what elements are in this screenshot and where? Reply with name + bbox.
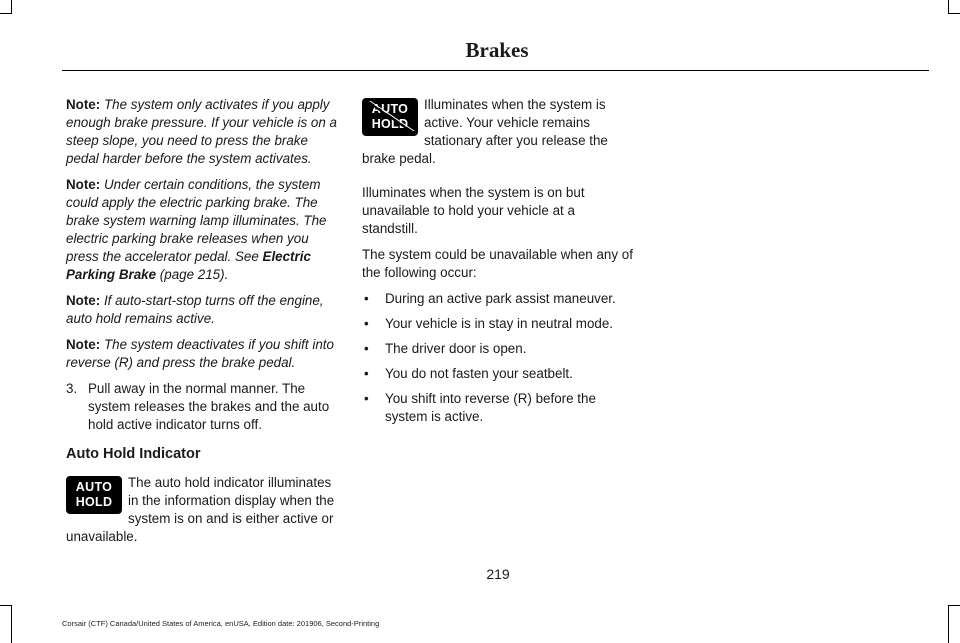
page-number: 219 [486,566,510,582]
bullet-icon: • [364,316,369,331]
list-item [362,290,634,308]
section-heading: Auto Hold Indicator [66,446,201,462]
note-label: Note: [66,97,101,112]
edition-footer: Corsair (CTF) Canada/United States of America, enUSA, Edition date: 201906, Second-Printing [62,619,380,628]
icon-line-1: AUTO [371,102,409,116]
list-item-text: You shift into reverse (R) before the system is active. [385,391,596,424]
list-item-text: During an active park assist maneuver. [385,291,616,306]
note-text: The system only activates if you apply enough brake pressure. If your vehicle is on a steep slope, you need to press the brake pedal harder before the system activates. [66,97,337,166]
crop-mark-top-right-v [948,0,949,14]
note-2 [66,176,338,284]
list-item [362,390,634,426]
step-number: 3. [66,381,78,396]
auto-hold-unavailable-icon [362,98,418,136]
bullet-icon: • [364,291,369,306]
left-column [66,96,338,554]
icon-line-1: AUTO [75,480,113,494]
list-item [362,315,634,333]
right-column [362,96,634,433]
bullet-icon: • [364,366,369,381]
list-item-text: The driver door is open. [385,341,527,356]
active-text: Illuminates when the system is active. Your vehicle remains stationary after you release the brake pedal. [362,97,608,166]
crop-mark-top-left-h [0,13,12,14]
list-item-text: You do not fasten your seatbelt. [385,366,573,381]
icon-line-2: HOLD [75,495,113,509]
indicator-description [66,474,338,546]
crop-mark-top-left-v [11,0,12,14]
crop-mark-bottom-right-v [948,605,949,643]
note-label: Note: [66,177,101,192]
bullet-icon: • [364,341,369,356]
note-3 [66,292,338,328]
active-indicator-description [362,96,634,168]
note-label: Note: [66,337,101,352]
indicator-text: The auto hold indicator illuminates in the information display when the system is on and is either active or unavailable. [66,475,335,544]
crop-mark-top-right-h [948,13,960,14]
note-1 [66,96,338,168]
unavailable-conditions-list [362,290,634,426]
unavailable-text: Illuminates when the system is on but unavailable to hold your vehicle at a standstill. [362,185,585,236]
note-text: If auto-start-stop turns off the engine, auto hold remains active. [66,293,324,326]
header-rule [62,70,929,71]
note-text: Under certain conditions, the system could apply the electric parking brake. The brake system warning lamp illuminates. The electric parking brake releases when you press the accelerator pedal. See [66,177,327,264]
crop-mark-bottom-right-h [948,605,960,606]
bullet-icon: • [364,391,369,406]
step-3 [66,380,338,434]
page-reference: (page 215). [156,267,229,282]
page-title: Brakes [465,38,529,62]
note-text: The system deactivates if you shift into reverse (R) and press the brake pedal. [66,337,334,370]
crop-mark-bottom-left-v [11,605,12,643]
icon-line-2: HOLD [371,117,409,131]
step-text: Pull away in the normal manner. The system releases the brakes and the auto hold active indicator turns off. [88,381,330,432]
crop-mark-bottom-left-h [0,605,12,606]
auto-hold-icon [66,476,122,514]
cross-reference-link[interactable]: Electric Parking Brake [66,249,311,282]
list-item-text: Your vehicle is in stay in neutral mode. [385,316,614,331]
strike-through-icon [362,98,418,136]
note-label: Note: [66,293,101,308]
list-item [362,340,634,358]
note-4 [66,336,338,372]
list-item [362,365,634,383]
list-intro: The system could be unavailable when any of the following occur: [362,247,633,280]
